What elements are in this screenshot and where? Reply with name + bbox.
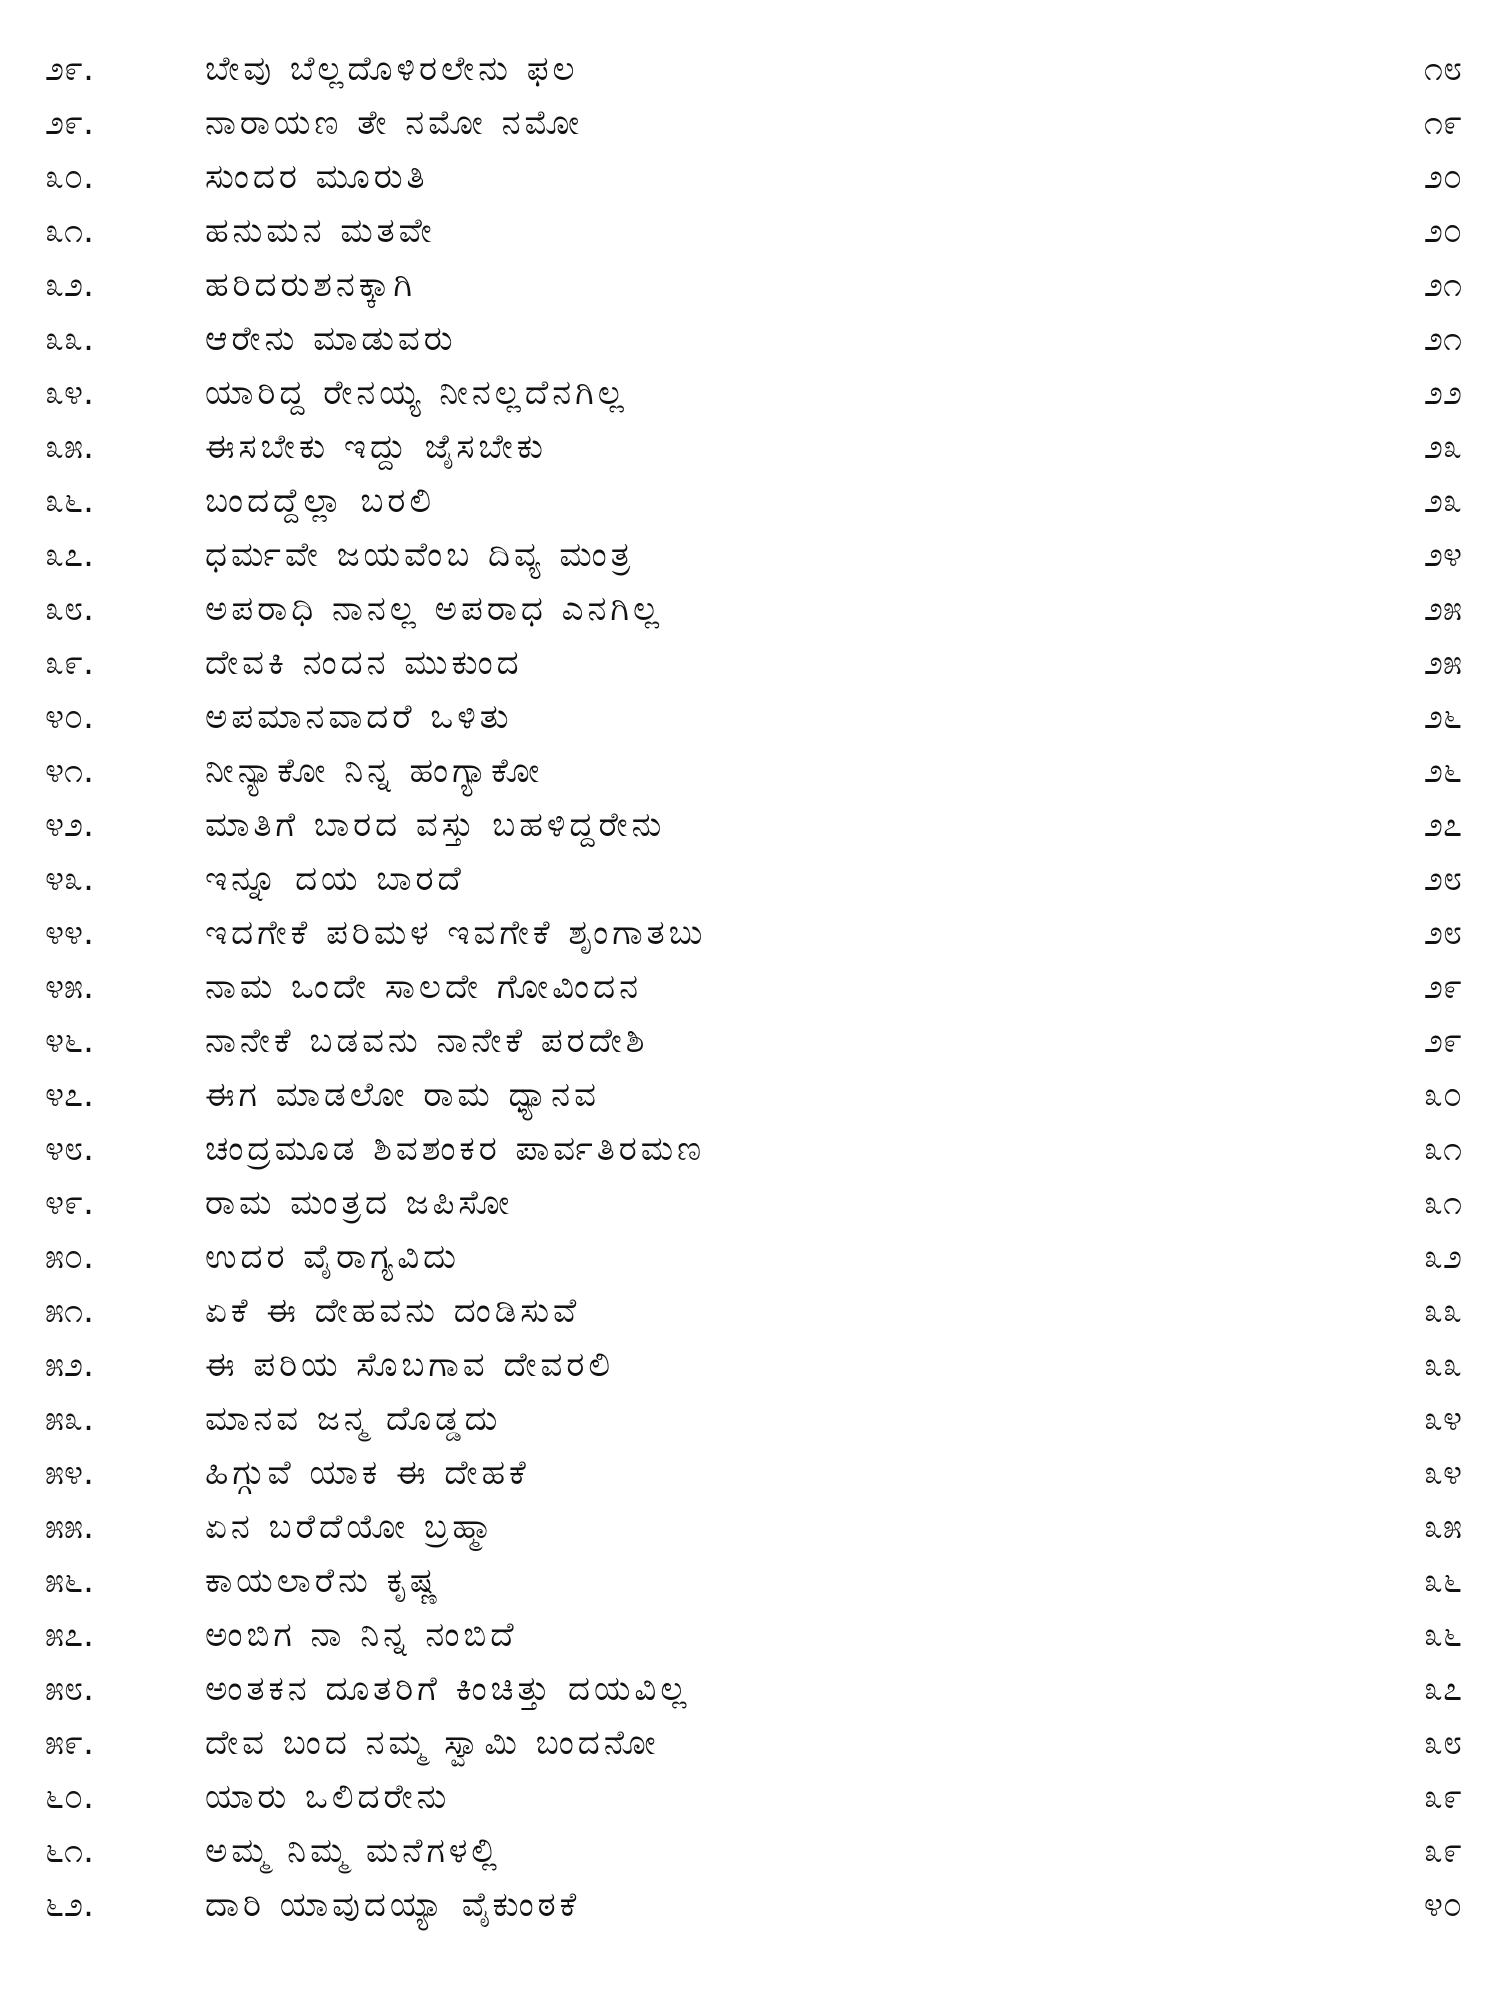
- entry-title: ಬೇವು ಬೆಲ್ಲದೊಳಿರಲೇನು ಫಲ: [205, 49, 579, 89]
- entry-number: ೩೫.: [45, 427, 94, 467]
- entry-title: ಧರ್ಮವೇ ಜಯವೆಂಬ ದಿವ್ಯ ಮಂತ್ರ: [205, 535, 635, 575]
- entry-page-number: ೧೯: [1423, 103, 1462, 143]
- list-item: [0, 1446, 1500, 1500]
- entry-page-number: ೩೬: [1423, 1561, 1462, 1601]
- list-item: [0, 96, 1500, 150]
- entry-number: ೪೪.: [45, 913, 94, 953]
- list-item: [0, 1176, 1500, 1230]
- entry-page-number: ೨೦: [1423, 211, 1462, 251]
- entry-page-number: ೪೦: [1423, 1885, 1462, 1925]
- list-item: [0, 366, 1500, 420]
- entry-page-number: ೩೭: [1423, 1669, 1462, 1709]
- entry-number: ೬೧.: [45, 1831, 94, 1871]
- entry-page-number: ೩೬: [1423, 1615, 1462, 1655]
- entry-title: ಆರೇನು ಮಾಡುವರು: [205, 319, 457, 359]
- entry-title: ಅಪಮಾನವಾದರೆ ಒಳಿತು: [205, 697, 513, 737]
- list-item: [0, 852, 1500, 906]
- entry-number: ೩೨.: [45, 265, 94, 305]
- entry-title: ಅಂಬಿಗ ನಾ ನಿನ್ನ ನಂಬಿದೆ: [205, 1615, 518, 1655]
- entry-number: ೫೨.: [45, 1345, 94, 1385]
- list-item: [0, 474, 1500, 528]
- list-item: [0, 1230, 1500, 1284]
- entry-title: ಇನ್ನೂ ದಯ ಬಾರದೆ: [205, 859, 465, 899]
- entry-number: ೩೬.: [45, 481, 94, 521]
- entry-number: ೫೯.: [45, 1723, 94, 1763]
- entry-title: ಹಿಗ್ಗುವೆ ಯಾಕ ಈ ದೇಹಕೆ: [205, 1453, 530, 1493]
- entry-number: ೩೩.: [45, 319, 94, 359]
- entry-title: ಚಂದ್ರಮೂಡ ಶಿವಶಂಕರ ಪಾರ್ವತಿರಮಣ: [205, 1129, 706, 1169]
- list-item: [0, 420, 1500, 474]
- entry-number: ೩೮.: [45, 589, 94, 629]
- entry-page-number: ೨೩: [1423, 481, 1462, 521]
- entry-page-number: ೨೪: [1423, 535, 1462, 575]
- entry-page-number: ೧೮: [1423, 49, 1462, 89]
- entry-title: ಮಾತಿಗೆ ಬಾರದ ವಸ್ತು ಬಹಳಿದ್ದರೇನು: [205, 805, 666, 845]
- entry-title: ದಾರಿ ಯಾವುದಯ್ಯಾ ವೈಕುಂಠಕೆ: [205, 1885, 581, 1925]
- entry-title: ರಾಮ ಮಂತ್ರದ ಜಪಿಸೋ: [205, 1183, 514, 1223]
- entry-page-number: ೨೮: [1423, 913, 1462, 953]
- entry-page-number: ೨೧: [1423, 319, 1462, 359]
- entry-page-number: ೨೨: [1423, 373, 1462, 413]
- entry-title: ಅಮ್ಮ ನಿಮ್ಮ ಮನೆಗಳಲ್ಲಿ: [205, 1831, 501, 1871]
- list-item: [0, 1824, 1500, 1878]
- entry-number: ೩೧.: [45, 211, 94, 251]
- list-item: [0, 798, 1500, 852]
- entry-page-number: ೨೯: [1423, 1021, 1462, 1061]
- list-item: [0, 150, 1500, 204]
- list-item: [0, 1068, 1500, 1122]
- entry-page-number: ೨೫: [1423, 643, 1462, 683]
- list-item: [0, 1770, 1500, 1824]
- entry-page-number: ೩೨: [1423, 1237, 1462, 1277]
- list-item: [0, 1716, 1500, 1770]
- entry-title: ಈ ಪರಿಯ ಸೊಬಗಾವ ದೇವರಲಿ: [205, 1345, 615, 1385]
- list-item: [0, 42, 1500, 96]
- entry-page-number: ೩೪: [1423, 1453, 1462, 1493]
- list-item: [0, 528, 1500, 582]
- entry-page-number: ೨೭: [1423, 805, 1462, 845]
- entry-number: ೫೧.: [45, 1291, 94, 1331]
- list-item: [0, 1284, 1500, 1338]
- list-item: [0, 1392, 1500, 1446]
- entry-page-number: ೨೧: [1423, 265, 1462, 305]
- entry-page-number: ೩೩: [1423, 1345, 1462, 1385]
- entry-number: ೪೨.: [45, 805, 94, 845]
- list-item: [0, 582, 1500, 636]
- entry-page-number: ೨೯: [1423, 967, 1462, 1007]
- list-item: [0, 960, 1500, 1014]
- entry-title: ಅಂತಕನ ದೂತರಿಗೆ ಕಿಂಚಿತ್ತು ದಯವಿಲ್ಲ: [205, 1669, 691, 1709]
- list-item: [0, 258, 1500, 312]
- entry-title: ದೇವ ಬಂದ ನಮ್ಮ ಸ್ವಾಮಿ ಬಂದನೋ: [205, 1723, 660, 1763]
- entry-title: ಕಾಯಲಾರೆನು ಕೃಷ್ಣ: [205, 1561, 442, 1601]
- contents-list: [0, 42, 1500, 1932]
- list-item: [0, 1554, 1500, 1608]
- entry-number: ೩೦.: [45, 157, 94, 197]
- entry-page-number: ೨೫: [1423, 589, 1462, 629]
- list-item: [0, 1338, 1500, 1392]
- entry-number: ೪೮.: [45, 1129, 94, 1169]
- list-item: [0, 906, 1500, 960]
- entry-title: ಈಗ ಮಾಡಲೋ ರಾಮ ಧ್ಯಾನವ: [205, 1075, 600, 1115]
- entry-page-number: ೨೦: [1423, 157, 1462, 197]
- entry-title: ನಾರಾಯಣ ತೇ ನಮೋ ನಮೋ: [205, 103, 584, 143]
- entry-number: ೫೫.: [45, 1507, 94, 1547]
- entry-page-number: ೩೪: [1423, 1399, 1462, 1439]
- entry-title: ಉದರ ವೈರಾಗ್ಯವಿದು: [205, 1237, 460, 1277]
- entry-page-number: ೩೧: [1423, 1129, 1462, 1169]
- entry-number: ೫೬.: [45, 1561, 94, 1601]
- entry-title: ಏಕೆ ಈ ದೇಹವನು ದಂಡಿಸುವೆ: [205, 1291, 581, 1331]
- entry-title: ಹನುಮನ ಮತವೇ: [205, 211, 436, 251]
- entry-title: ಹರಿದರುಶನಕ್ಕಾಗಿ: [205, 265, 416, 305]
- entry-number: ೪೬.: [45, 1021, 94, 1061]
- list-item: [0, 1014, 1500, 1068]
- entry-number: ೨೯.: [45, 103, 94, 143]
- list-item: [0, 1662, 1500, 1716]
- entry-number: ೫೦.: [45, 1237, 94, 1277]
- list-item: [0, 1122, 1500, 1176]
- entry-number: ೫೩.: [45, 1399, 94, 1439]
- entry-number: ೩೪.: [45, 373, 94, 413]
- entry-page-number: ೩೫: [1423, 1507, 1462, 1547]
- entry-title: ಯಾರಿದ್ದ ರೇನಯ್ಯ ನೀನಲ್ಲದೆನಗಿಲ್ಲ: [205, 373, 628, 413]
- entry-number: ೫೪.: [45, 1453, 94, 1493]
- entry-number: ೪೭.: [45, 1075, 94, 1115]
- entry-number: ೪೯.: [45, 1183, 94, 1223]
- entry-page-number: ೩೯: [1423, 1831, 1462, 1871]
- entry-number: ೬೦.: [45, 1777, 94, 1817]
- entry-number: ೨೯.: [45, 49, 94, 89]
- entry-title: ಯಾರು ಒಲಿದರೇನು: [205, 1777, 451, 1817]
- entry-title: ಇದಗೇಕೆ ಪರಿಮಳ ಇವಗೇಕೆ ಶೃಂಗಾತಬು: [205, 913, 707, 953]
- entry-title: ಸುಂದರ ಮೂರುತಿ: [205, 157, 429, 197]
- list-item: [0, 1500, 1500, 1554]
- entry-title: ಮಾನವ ಜನ್ಮ ದೊಡ್ಡದು: [205, 1399, 502, 1439]
- entry-title: ಬಂದದ್ದೆಲ್ಲಾ ಬರಲಿ: [205, 481, 436, 521]
- entry-number: ೪೦.: [45, 697, 94, 737]
- entry-page-number: ೩೯: [1423, 1777, 1462, 1817]
- entry-page-number: ೩೮: [1423, 1723, 1462, 1763]
- entry-number: ೩೯.: [45, 643, 94, 683]
- entry-number: ೪೩.: [45, 859, 94, 899]
- entry-page-number: ೩೧: [1423, 1183, 1462, 1223]
- entry-title: ಅಪರಾಧಿ ನಾನಲ್ಲ ಅಪರಾಧ ಎನಗಿಲ್ಲ: [205, 589, 664, 629]
- entry-number: ೪೫.: [45, 967, 94, 1007]
- list-item: [0, 690, 1500, 744]
- list-item: [0, 1608, 1500, 1662]
- list-item: [0, 1878, 1500, 1932]
- entry-title: ನೀನ್ಯಾಕೋ ನಿನ್ನ ಹಂಗ್ಯಾಕೋ: [205, 751, 544, 791]
- entry-page-number: ೨೮: [1423, 859, 1462, 899]
- entry-page-number: ೩೩: [1423, 1291, 1462, 1331]
- entry-number: ೫೭.: [45, 1615, 94, 1655]
- entry-title: ದೇವಕಿ ನಂದನ ಮುಕುಂದ: [205, 643, 523, 683]
- entry-number: ೬೨.: [45, 1885, 94, 1925]
- entry-number: ೪೧.: [45, 751, 94, 791]
- entry-title: ನಾನೇಕೆ ಬಡವನು ನಾನೇಕೆ ಪರದೇಶಿ: [205, 1021, 649, 1061]
- list-item: [0, 744, 1500, 798]
- entry-number: ೩೭.: [45, 535, 94, 575]
- entry-number: ೫೮.: [45, 1669, 94, 1709]
- list-item: [0, 312, 1500, 366]
- list-item: [0, 204, 1500, 258]
- entry-page-number: ೨೬: [1423, 697, 1462, 737]
- list-item: [0, 636, 1500, 690]
- entry-page-number: ೨೬: [1423, 751, 1462, 791]
- entry-title: ಏನ ಬರೆದೆಯೋ ಬ್ರಹ್ಮಾ: [205, 1507, 497, 1547]
- entry-title: ಈಸಬೇಕು ಇದ್ದು ಜೈಸಬೇಕು: [205, 427, 547, 467]
- entry-page-number: ೨೩: [1423, 427, 1462, 467]
- entry-title: ನಾಮ ಒಂದೇ ಸಾಲದೇ ಗೋವಿಂದನ: [205, 967, 642, 1007]
- entry-page-number: ೩೦: [1423, 1075, 1462, 1115]
